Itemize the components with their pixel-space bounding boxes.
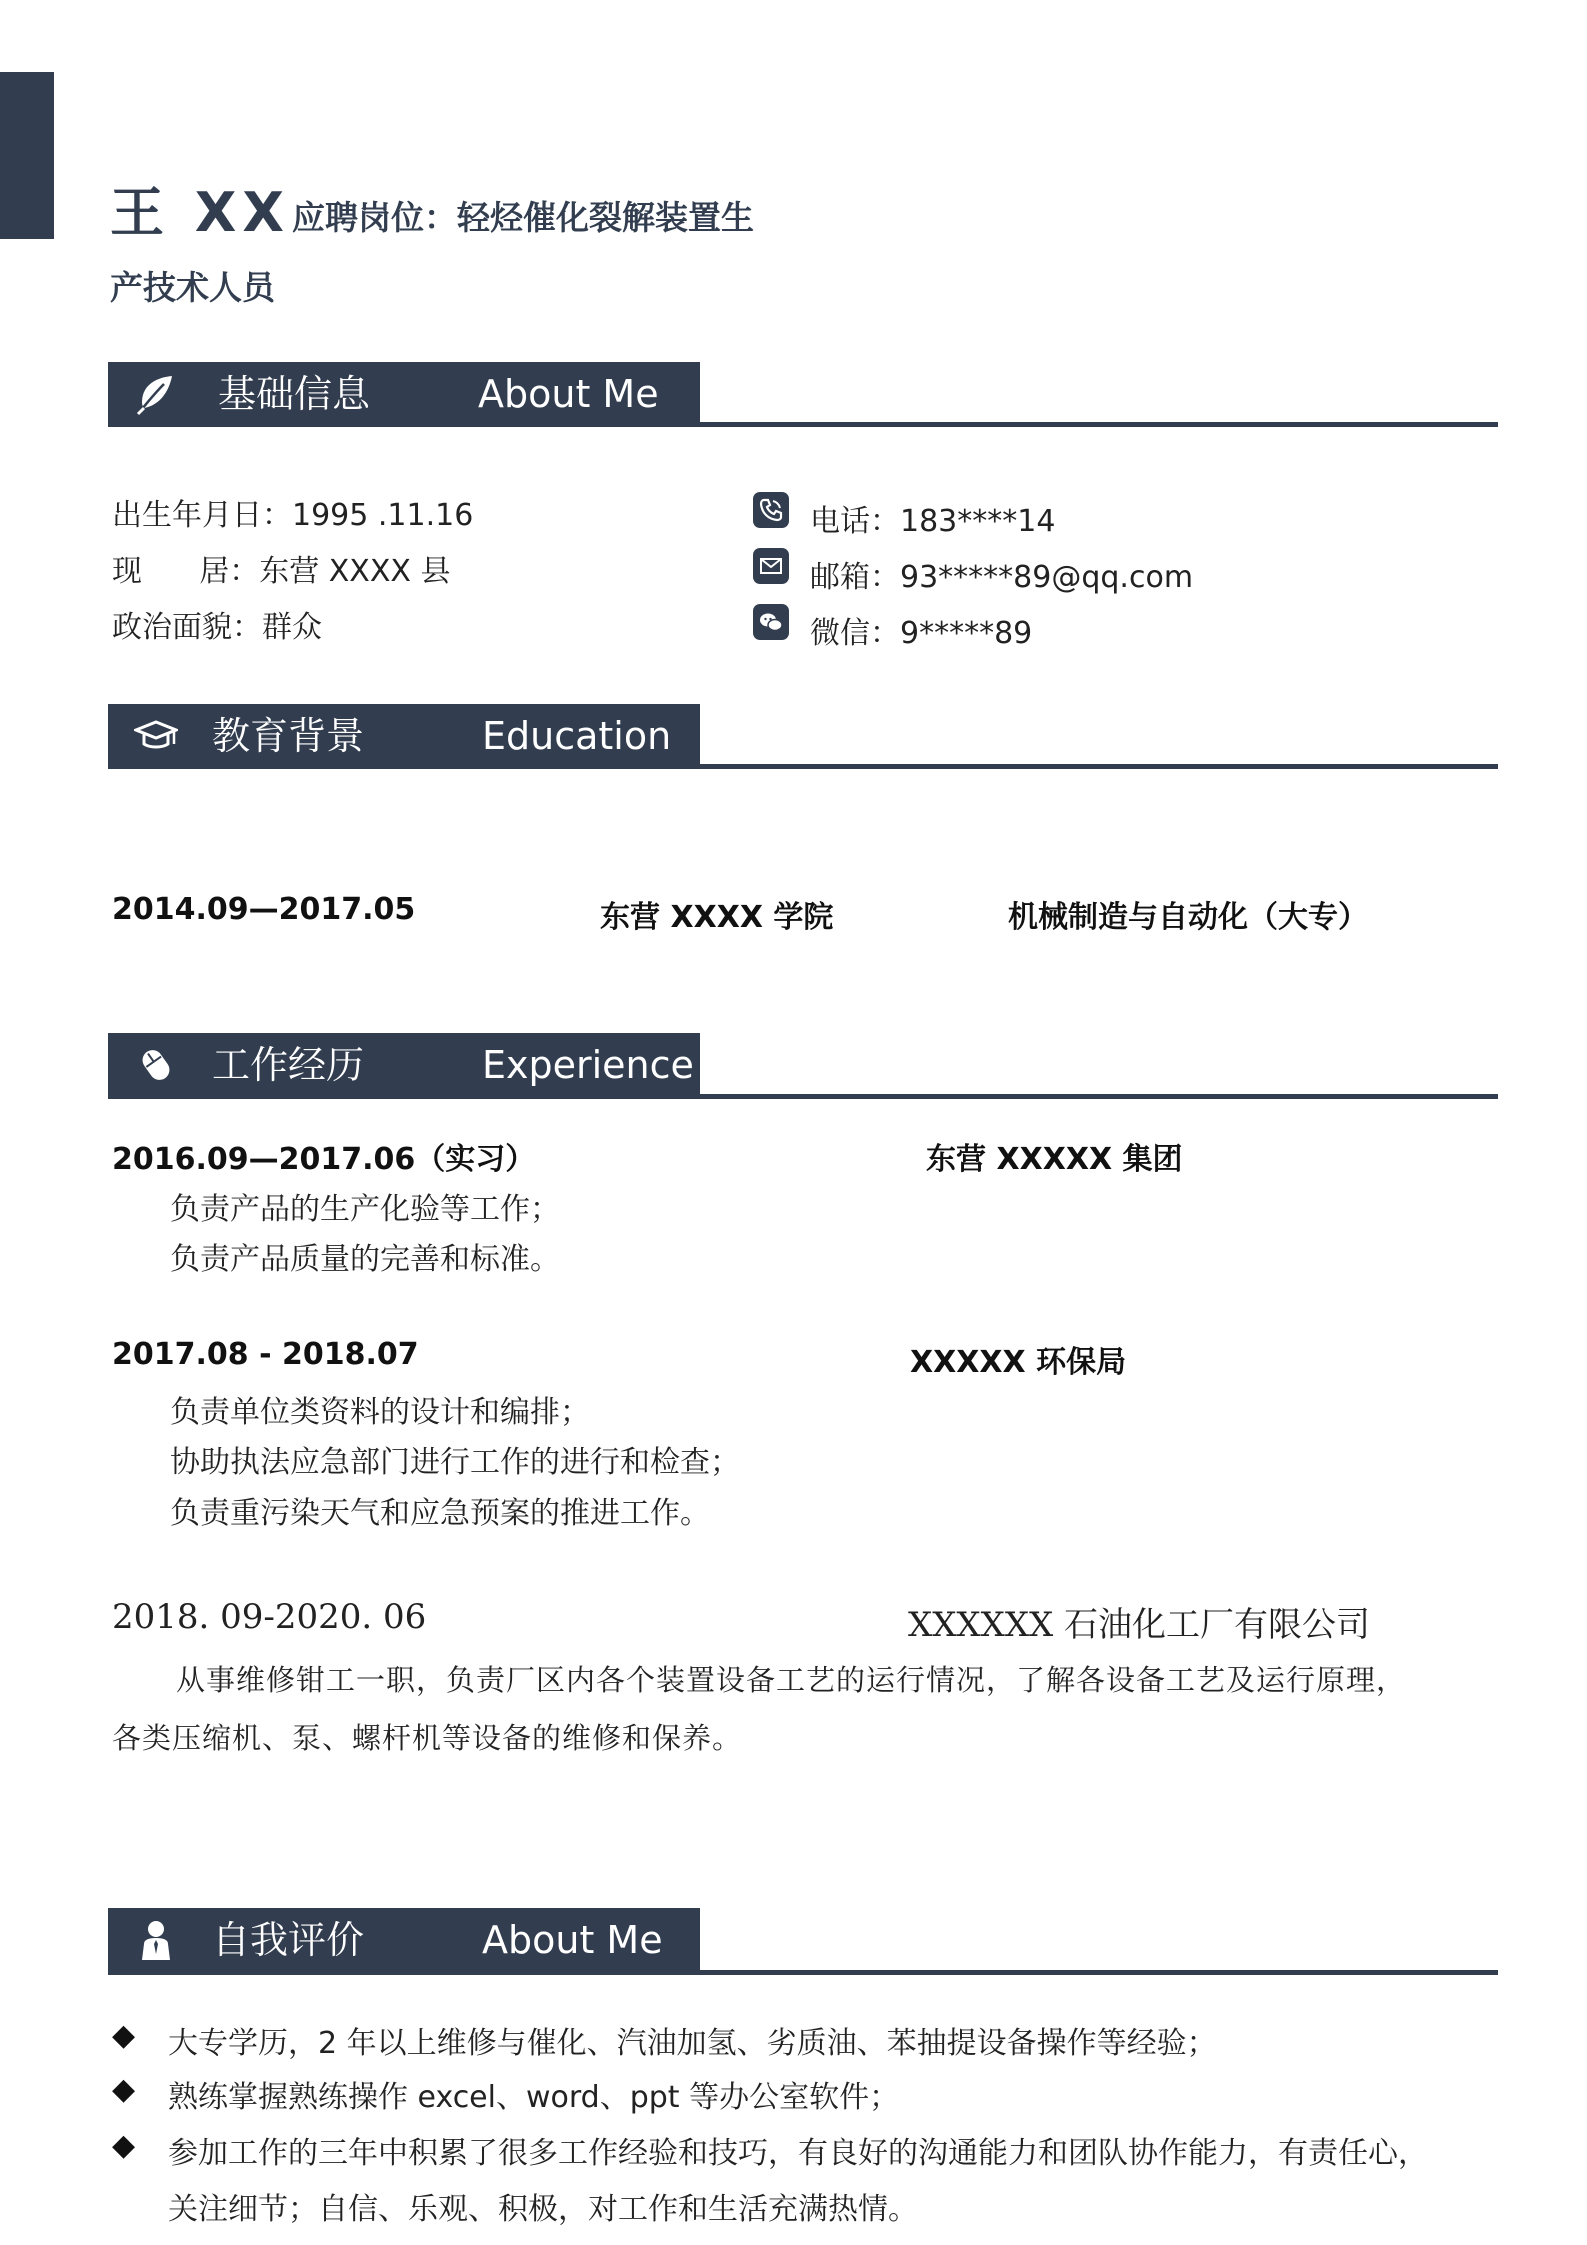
bullet-icon: ◆: [112, 2018, 136, 2053]
birth-date: 出生年月日：1995 .11.16: [112, 498, 474, 533]
job3-period: 2018. 09-2020. 06: [112, 1597, 427, 1637]
experience-section-header: [108, 1033, 700, 1097]
self-eval-item: 参加工作的三年中积累了很多工作经验和技巧，有良好的沟通能力和团队协作能力，有责任心，: [168, 2136, 1428, 2171]
self-eval-title-cn: 自我评价: [212, 1918, 365, 1962]
residence: [112, 546, 451, 590]
education-period: 2014.09—2017.05: [112, 892, 416, 927]
about-title-cn: 基础信息: [218, 372, 371, 416]
job2-duty: 协助执法应急部门进行工作的进行和检查；: [170, 1445, 740, 1480]
person-icon: [134, 1918, 178, 1962]
residence-value: 东营 XXXX 县: [259, 554, 451, 589]
residence-label: 现 居：: [112, 554, 260, 589]
bullet-icon: ◆: [112, 2128, 136, 2163]
mail-icon: [753, 548, 789, 584]
job1-duty: 负责产品质量的完善和标准。: [170, 1242, 560, 1277]
job-title-line1: 应聘岗位：轻烃催化裂解装置生: [292, 198, 754, 237]
self-eval-title-en: About Me: [482, 1918, 663, 1962]
job2-duty: 负责重污染天气和应急预案的推进工作。: [170, 1496, 710, 1531]
phone-number: 电话：183****14: [810, 504, 1056, 539]
wechat-icon: [753, 604, 789, 640]
job2-period: 2017.08 - 2018.07: [112, 1337, 419, 1372]
candidate-name: 王 XX: [110, 181, 291, 244]
self-eval-section-header: [108, 1908, 700, 1972]
job3-company: XXXXXX 石油化工厂有限公司: [908, 1605, 1371, 1645]
education-title-en: Education: [482, 714, 672, 758]
self-eval-item: 大专学历，2 年以上维修与催化、汽油加氢、劣质油、苯抽提设备操作等经验；: [168, 2026, 1217, 2061]
job3-description-line2: 各类压缩机、泵、螺杆机等设备的维修和保养。: [112, 1721, 743, 1755]
experience-title-en: Experience: [482, 1043, 694, 1087]
self-eval-item: 熟练掌握熟练操作 excel、word、ppt 等办公室软件；: [168, 2080, 900, 2115]
email-address: 邮箱：93*****89@qq.com: [810, 560, 1194, 595]
education-school: 东营 XXXX 学院: [600, 900, 834, 935]
wechat-id: 微信：9*****89: [810, 616, 1033, 651]
job3-description-line1: 从事维修钳工一职，负责厂区内各个装置设备工艺的运行情况，了解各设备工艺及运行原理，: [176, 1663, 1407, 1697]
job1-company: 东营 XXXXX 集团: [926, 1142, 1183, 1177]
job2-duty: 负责单位类资料的设计和编排；: [170, 1395, 590, 1430]
bullet-icon: ◆: [112, 2072, 136, 2107]
about-title-en: About Me: [478, 372, 659, 416]
about-section-header: [108, 362, 700, 426]
education-section-header: [108, 704, 700, 768]
job1-period: 2016.09—2017.06（实习）: [112, 1142, 536, 1177]
phone-icon: [753, 492, 789, 528]
corner-accent-bar: [0, 72, 54, 239]
graduation-cap-icon: [134, 714, 178, 758]
job1-duty: 负责产品的生产化验等工作；: [170, 1192, 560, 1227]
self-eval-item-continuation: 关注细节；自信、乐观、积极，对工作和生活充满热情。: [168, 2192, 918, 2227]
job2-company: XXXXX 环保局: [910, 1345, 1127, 1380]
education-title-cn: 教育背景: [212, 714, 365, 758]
leaf-icon: [134, 372, 178, 416]
education-major: 机械制造与自动化（大专）: [1008, 900, 1368, 935]
mouse-icon: [134, 1043, 178, 1087]
political-status: 政治面貌：群众: [112, 610, 322, 645]
experience-title-cn: 工作经历: [212, 1043, 365, 1087]
job-title-line2: 产技术人员: [110, 268, 275, 307]
